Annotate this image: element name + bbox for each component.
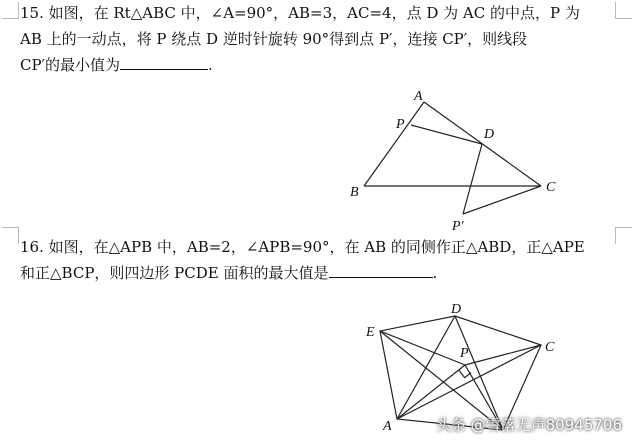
problem15-line3-text: CP′的最小值为 [20,56,120,74]
problem16-line2-period: . [432,264,438,282]
label-C: C [545,340,555,355]
label-E: E [366,325,375,340]
segment-PC [465,345,541,365]
segment-DB [455,316,503,430]
problem16-line2-text: 和正△BCP，则四边形 PCDE 面积的最大值是 [20,264,329,282]
label-P: P [396,117,405,132]
label-B: B [350,185,359,200]
segment-PD [411,125,482,144]
watermark-text: 头条 @雪落无声80945706 [435,416,622,434]
label-A: A [414,89,423,104]
label-P: P [460,346,469,361]
label-D: D [451,302,462,317]
segment-AC [397,345,541,419]
label-P-prime: P′ [452,219,464,234]
label-C: C [546,180,556,195]
label-D: D [484,127,495,142]
segment-DPprime [463,144,482,214]
problem15-line1: 15. 如图，在 Rt△ABC 中，∠A=90°，AB=3，AC=4，点 D 为 AC 的中点，P 为 [20,4,580,22]
segment-EP [380,331,465,365]
label-A: A [383,419,392,434]
segment-PprimeC [463,186,541,214]
figure-15 [350,89,556,234]
problem16-line1: 16. 如图，在△APB 中，AB=2，∠APB=90°，在 AB 的同侧作正△ABD，正△APE [20,238,585,256]
segment-AP [397,365,465,419]
segment-AC [424,102,541,186]
segment-AB [364,102,424,186]
problem15-line3-period: . [207,56,213,74]
problem15-line2: AB 上的一动点，将 P 绕点 D 逆时针旋转 90°得到点 P′，连接 CP′，则线段 [20,30,528,48]
